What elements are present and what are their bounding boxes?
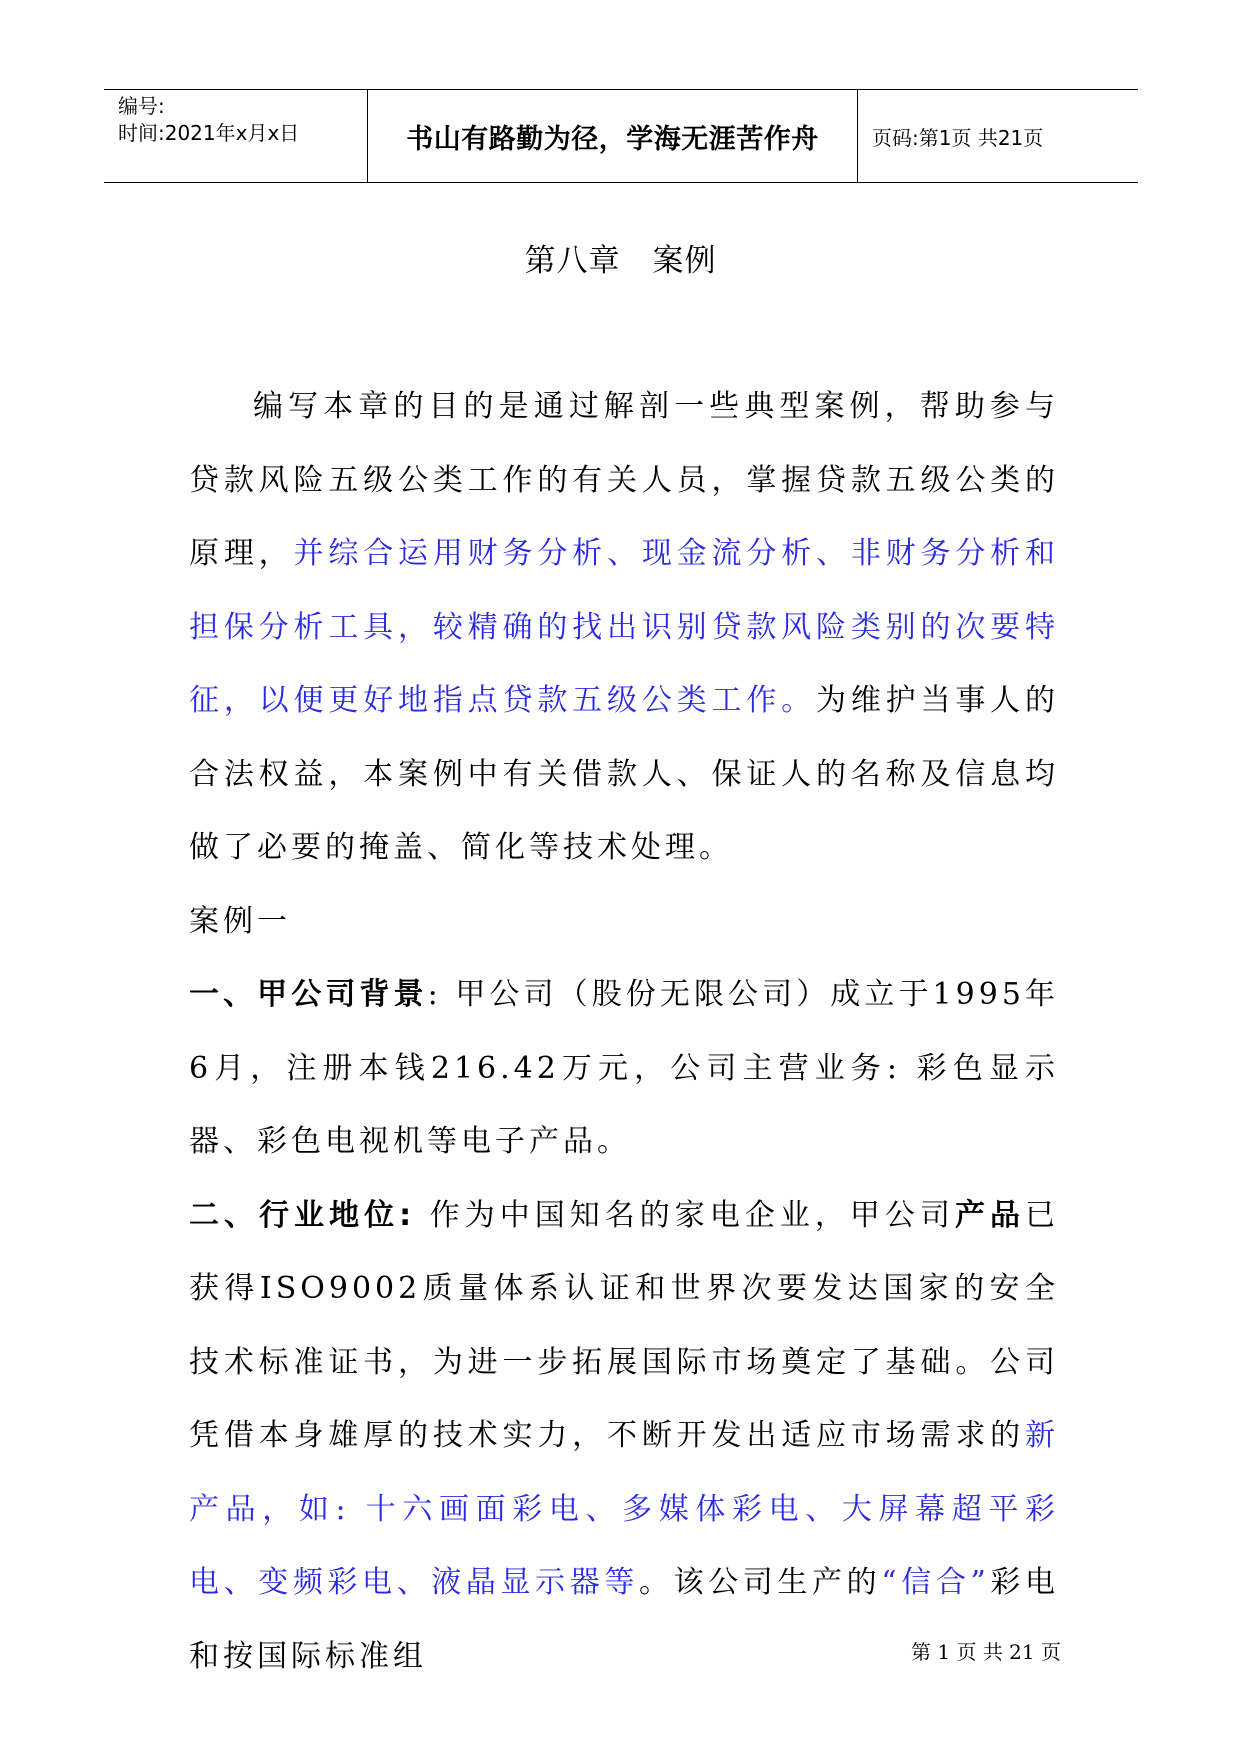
time-label: 时间:2021年x月x日 [118, 121, 300, 145]
intro-paragraph [189, 370, 1059, 885]
number-label: 编号: [118, 94, 165, 118]
intro-text-highlight: 并综合运用财务分析、现金流分析、非财务分析和担保分析工具，较精确的找出识别贷款风险类别的次要特征，以便更好地指点贷款五级公类工作。 [189, 536, 1059, 718]
section2-text3: 。该公司生产的 [638, 1565, 882, 1600]
page-label: 页码:第1页 共21页 [872, 125, 1044, 150]
body-text [189, 370, 1059, 1693]
section2-blue1: 新产品，如: 十六画面彩电、多媒体彩电、大屏幕超平彩电、变频彩电、液晶显示器等 [189, 1418, 1059, 1600]
section1-heading: 一、甲公司背景 [189, 977, 428, 1012]
section2-text1: 作为中国知名的家电企业，甲公司 [415, 1197, 955, 1233]
case-label: 案例一 [189, 903, 291, 939]
section2-heading: 二、行业地位: [189, 1197, 416, 1233]
motto-text: 书山有路勤为径，学海无涯苦作舟 [406, 123, 819, 155]
header-page-cell [858, 90, 1138, 182]
chapter-title: 第八章 案例 [524, 243, 717, 279]
header-motto-cell [368, 90, 858, 182]
section2-bold-word: 产品 [954, 1197, 1026, 1233]
header-table [104, 89, 1138, 183]
section1-text: : 甲公司（股份无限公司）成立于1995年6月，注册本钱216.42万元，公司主营业务: 彩色显示器、彩色电视机等电子产品。 [189, 977, 1059, 1159]
section2-text2: 已获得ISO9002质量体系认证和世界次要发达国家的安全技术标准证书，为进一步拓展国际市场奠定了基础。公司凭借本身雄厚的技术实力，不断开发出适应市场需求的 [189, 1197, 1060, 1453]
intro-text-part3: 为维护当事人的合法权益，本案例中有关借款人、保证人的名称及信息均做了必要的掩盖、简化等技术处理。 [189, 683, 1059, 865]
page-footer: 第 1 页 共 21 页 [911, 1640, 1061, 1664]
section1-paragraph [189, 958, 1059, 1179]
intro-text-part1: 编写本章的目的是通过解剖一些典型案例，帮助参与贷款风险五级公类工作的有关人员，掌握贷款五级公类的原理， [189, 389, 1059, 571]
section2-blue2: “信合” [881, 1565, 990, 1600]
section2-text4: 彩电和按国际标准组 [189, 1565, 1060, 1674]
section2-paragraph [189, 1179, 1059, 1694]
header-info-cell [104, 90, 368, 182]
